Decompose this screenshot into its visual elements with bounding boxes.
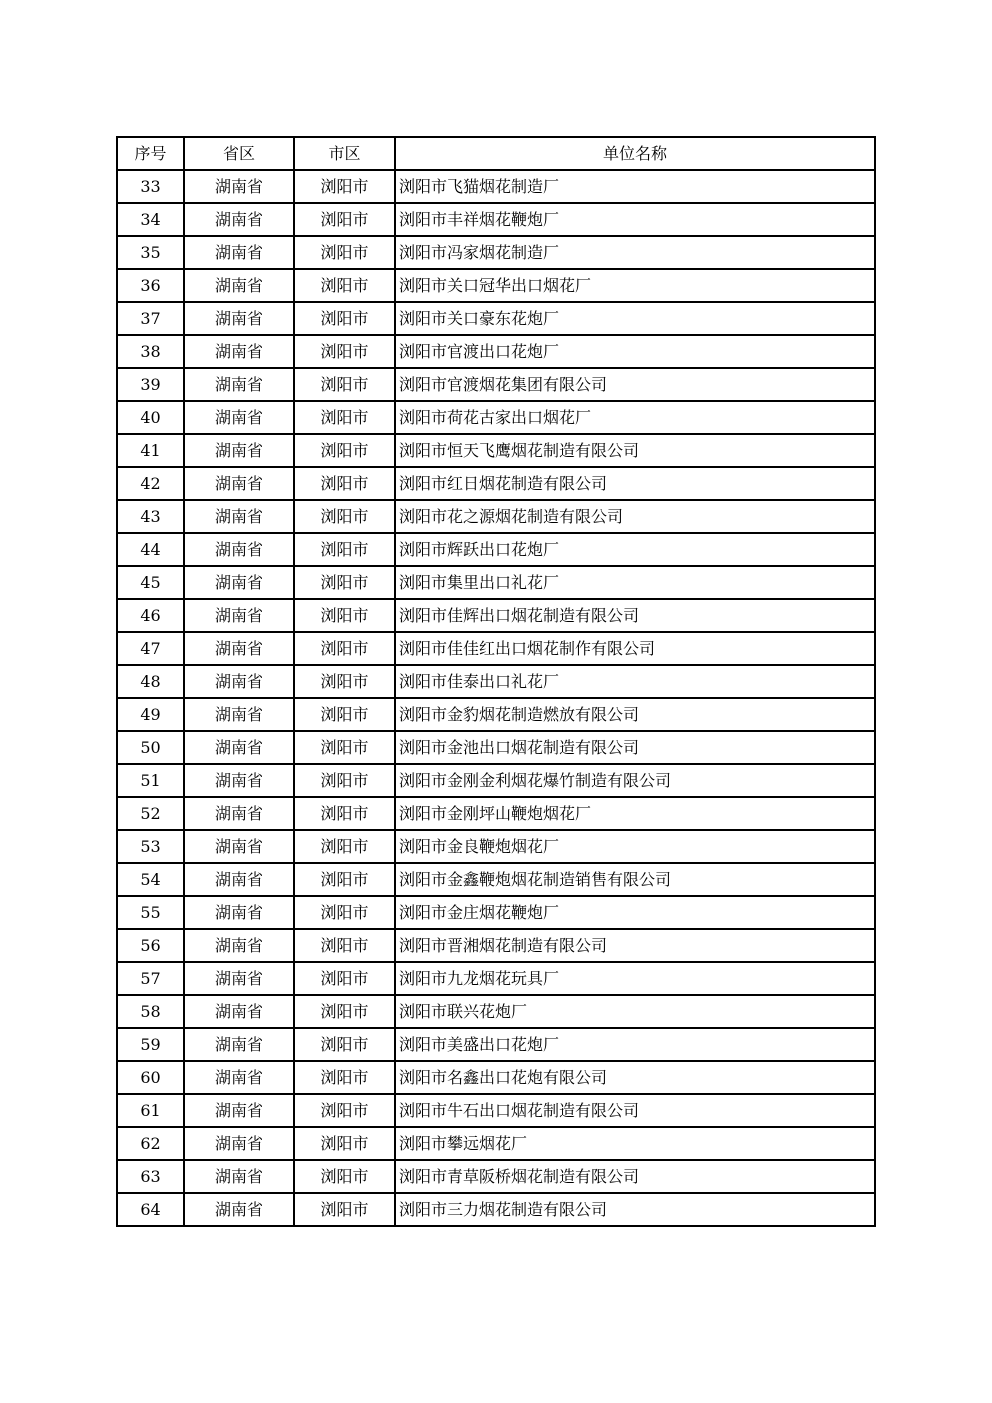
cell-seq: 41 [117,434,184,467]
table-row [117,764,875,797]
cell-seq: 39 [117,368,184,401]
cell-province: 湖南省 [184,1127,294,1160]
cell-seq: 43 [117,500,184,533]
cell-unit-name: 浏阳市名鑫出口花炮有限公司 [395,1061,875,1094]
cell-seq: 61 [117,1094,184,1127]
table-row [117,665,875,698]
cell-seq: 55 [117,896,184,929]
cell-city: 浏阳市 [294,302,395,335]
cell-city: 浏阳市 [294,467,395,500]
cell-province: 湖南省 [184,170,294,203]
cell-seq: 52 [117,797,184,830]
cell-province: 湖南省 [184,863,294,896]
cell-city: 浏阳市 [294,665,395,698]
table-row [117,170,875,203]
cell-unit-name: 浏阳市美盛出口花炮厂 [395,1028,875,1061]
cell-seq: 48 [117,665,184,698]
cell-city: 浏阳市 [294,236,395,269]
cell-unit-name: 浏阳市九龙烟花玩具厂 [395,962,875,995]
cell-province: 湖南省 [184,1061,294,1094]
table-row [117,962,875,995]
cell-city: 浏阳市 [294,599,395,632]
cell-city: 浏阳市 [294,170,395,203]
cell-seq: 46 [117,599,184,632]
cell-seq: 49 [117,698,184,731]
cell-province: 湖南省 [184,368,294,401]
table-row [117,830,875,863]
cell-province: 湖南省 [184,467,294,500]
cell-seq: 58 [117,995,184,1028]
table-row [117,1160,875,1193]
cell-province: 湖南省 [184,1094,294,1127]
cell-unit-name: 浏阳市红日烟花制造有限公司 [395,467,875,500]
cell-seq: 38 [117,335,184,368]
cell-seq: 63 [117,1160,184,1193]
table-row [117,203,875,236]
cell-unit-name: 浏阳市金庄烟花鞭炮厂 [395,896,875,929]
cell-province: 湖南省 [184,302,294,335]
cell-city: 浏阳市 [294,896,395,929]
table-row [117,896,875,929]
table-row [117,401,875,434]
cell-unit-name: 浏阳市金良鞭炮烟花厂 [395,830,875,863]
cell-seq: 53 [117,830,184,863]
header-seq: 序号 [117,137,184,170]
table-row [117,863,875,896]
table-row [117,335,875,368]
cell-province: 湖南省 [184,566,294,599]
cell-province: 湖南省 [184,929,294,962]
cell-province: 湖南省 [184,401,294,434]
table-row [117,599,875,632]
cell-city: 浏阳市 [294,203,395,236]
cell-seq: 62 [117,1127,184,1160]
table-row [117,566,875,599]
table-row [117,467,875,500]
cell-unit-name: 浏阳市金豹烟花制造燃放有限公司 [395,698,875,731]
cell-unit-name: 浏阳市金刚金利烟花爆竹制造有限公司 [395,764,875,797]
table-row [117,269,875,302]
cell-province: 湖南省 [184,500,294,533]
cell-unit-name: 浏阳市辉跃出口花炮厂 [395,533,875,566]
cell-unit-name: 浏阳市花之源烟花制造有限公司 [395,500,875,533]
cell-city: 浏阳市 [294,1127,395,1160]
cell-unit-name: 浏阳市官渡出口花炮厂 [395,335,875,368]
cell-seq: 60 [117,1061,184,1094]
cell-province: 湖南省 [184,269,294,302]
cell-city: 浏阳市 [294,962,395,995]
cell-province: 湖南省 [184,995,294,1028]
cell-unit-name: 浏阳市佳辉出口烟花制造有限公司 [395,599,875,632]
cell-city: 浏阳市 [294,764,395,797]
cell-province: 湖南省 [184,665,294,698]
cell-unit-name: 浏阳市金刚坪山鞭炮烟花厂 [395,797,875,830]
cell-city: 浏阳市 [294,731,395,764]
cell-province: 湖南省 [184,203,294,236]
cell-city: 浏阳市 [294,1094,395,1127]
header-unit-name: 单位名称 [395,137,875,170]
cell-province: 湖南省 [184,533,294,566]
table-row [117,368,875,401]
cell-city: 浏阳市 [294,632,395,665]
cell-province: 湖南省 [184,632,294,665]
table-header-row [117,137,875,170]
cell-city: 浏阳市 [294,434,395,467]
table-row [117,797,875,830]
cell-city: 浏阳市 [294,566,395,599]
cell-city: 浏阳市 [294,1193,395,1226]
cell-seq: 51 [117,764,184,797]
cell-unit-name: 浏阳市佳泰出口礼花厂 [395,665,875,698]
cell-city: 浏阳市 [294,1028,395,1061]
cell-unit-name: 浏阳市青草阪桥烟花制造有限公司 [395,1160,875,1193]
table-row [117,434,875,467]
cell-seq: 37 [117,302,184,335]
table-row [117,533,875,566]
cell-seq: 59 [117,1028,184,1061]
cell-province: 湖南省 [184,731,294,764]
cell-unit-name: 浏阳市飞猫烟花制造厂 [395,170,875,203]
cell-seq: 40 [117,401,184,434]
table-row [117,698,875,731]
cell-unit-name: 浏阳市联兴花炮厂 [395,995,875,1028]
cell-unit-name: 浏阳市关口冠华出口烟花厂 [395,269,875,302]
cell-seq: 34 [117,203,184,236]
cell-seq: 45 [117,566,184,599]
cell-seq: 44 [117,533,184,566]
table-row [117,1028,875,1061]
table-row [117,1193,875,1226]
table-row [117,500,875,533]
cell-unit-name: 浏阳市三力烟花制造有限公司 [395,1193,875,1226]
cell-unit-name: 浏阳市攀远烟花厂 [395,1127,875,1160]
cell-seq: 42 [117,467,184,500]
cell-city: 浏阳市 [294,1061,395,1094]
cell-seq: 54 [117,863,184,896]
cell-province: 湖南省 [184,236,294,269]
cell-seq: 64 [117,1193,184,1226]
cell-unit-name: 浏阳市关口豪东花炮厂 [395,302,875,335]
cell-city: 浏阳市 [294,995,395,1028]
cell-province: 湖南省 [184,1028,294,1061]
cell-unit-name: 浏阳市牛石出口烟花制造有限公司 [395,1094,875,1127]
header-province: 省区 [184,137,294,170]
cell-seq: 36 [117,269,184,302]
cell-city: 浏阳市 [294,797,395,830]
cell-province: 湖南省 [184,434,294,467]
table-row [117,632,875,665]
table-row [117,236,875,269]
cell-city: 浏阳市 [294,335,395,368]
cell-unit-name: 浏阳市官渡烟花集团有限公司 [395,368,875,401]
cell-province: 湖南省 [184,335,294,368]
cell-city: 浏阳市 [294,401,395,434]
cell-unit-name: 浏阳市恒天飞鹰烟花制造有限公司 [395,434,875,467]
table-row [117,1094,875,1127]
cell-city: 浏阳市 [294,929,395,962]
cell-city: 浏阳市 [294,533,395,566]
cell-unit-name: 浏阳市集里出口礼花厂 [395,566,875,599]
header-city: 市区 [294,137,395,170]
cell-seq: 35 [117,236,184,269]
table-row [117,302,875,335]
cell-province: 湖南省 [184,830,294,863]
cell-unit-name: 浏阳市晋湘烟花制造有限公司 [395,929,875,962]
enterprise-list-table [116,136,876,1227]
table-row [117,1127,875,1160]
cell-unit-name: 浏阳市冯家烟花制造厂 [395,236,875,269]
table-body [117,170,875,1226]
cell-province: 湖南省 [184,599,294,632]
cell-unit-name: 浏阳市金鑫鞭炮烟花制造销售有限公司 [395,863,875,896]
cell-city: 浏阳市 [294,1160,395,1193]
cell-city: 浏阳市 [294,368,395,401]
cell-city: 浏阳市 [294,500,395,533]
table-row [117,731,875,764]
cell-unit-name: 浏阳市金池出口烟花制造有限公司 [395,731,875,764]
cell-city: 浏阳市 [294,698,395,731]
cell-city: 浏阳市 [294,830,395,863]
table-row [117,995,875,1028]
cell-city: 浏阳市 [294,863,395,896]
cell-unit-name: 浏阳市丰祥烟花鞭炮厂 [395,203,875,236]
cell-seq: 57 [117,962,184,995]
cell-province: 湖南省 [184,797,294,830]
cell-province: 湖南省 [184,962,294,995]
cell-province: 湖南省 [184,764,294,797]
cell-seq: 56 [117,929,184,962]
table-row [117,1061,875,1094]
cell-province: 湖南省 [184,698,294,731]
cell-seq: 33 [117,170,184,203]
cell-province: 湖南省 [184,1193,294,1226]
cell-unit-name: 浏阳市荷花古家出口烟花厂 [395,401,875,434]
cell-seq: 50 [117,731,184,764]
cell-unit-name: 浏阳市佳佳红出口烟花制作有限公司 [395,632,875,665]
cell-seq: 47 [117,632,184,665]
cell-province: 湖南省 [184,896,294,929]
cell-province: 湖南省 [184,1160,294,1193]
table-row [117,929,875,962]
cell-city: 浏阳市 [294,269,395,302]
